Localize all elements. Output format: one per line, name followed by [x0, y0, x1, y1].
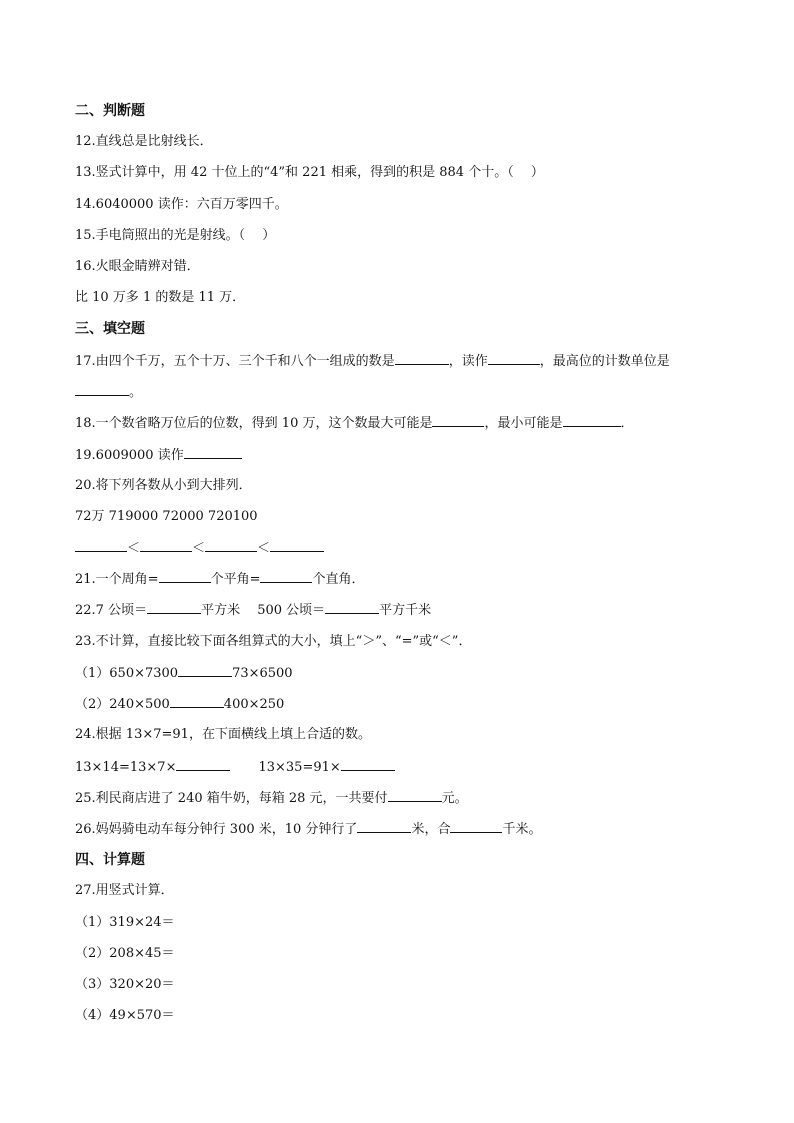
- question-24: 24.根据 13×7=91，在下面横线上填上合适的数。: [75, 727, 371, 742]
- question-13: 13.竖式计算中，用 42 十位上的“4”和 221 相乘，得到的积是 884 个十。（ ）: [75, 165, 544, 180]
- q18-blank-1[interactable]: [432, 414, 484, 427]
- q19-blank-1[interactable]: [184, 446, 242, 459]
- q19-text-a: 19.6009000 读作: [75, 448, 184, 463]
- q23-blank-1[interactable]: [178, 664, 232, 677]
- q25-text-a: 25.利民商店进了 240 箱牛奶，每箱 28 元，一共要付: [75, 791, 388, 806]
- q20-blank-1[interactable]: [75, 539, 127, 552]
- question-23: 23.不计算，直接比较下面各组算式的大小，填上“＞”、“=”或“＜”．: [75, 634, 472, 649]
- question-27-item-3: （3）320×20＝: [75, 977, 175, 992]
- q24-blank-1[interactable]: [176, 758, 230, 771]
- less-than-sign: ＜: [192, 541, 206, 556]
- question-19: [75, 446, 242, 465]
- q22-blank-2[interactable]: [325, 601, 379, 614]
- q22-text-c: 平方千米: [379, 603, 432, 618]
- q18-blank-2[interactable]: [563, 414, 621, 427]
- question-26: [75, 820, 541, 839]
- q20-blank-2[interactable]: [140, 539, 192, 552]
- q22-text-a: 22.7 公顷＝: [75, 603, 148, 618]
- section-heading-judgement: 二、判断题: [75, 103, 145, 119]
- question-15: 15.手电筒照出的光是射线。（ ）: [75, 228, 276, 243]
- q23-blank-2[interactable]: [170, 695, 224, 708]
- q21-text-b: 个平角=: [210, 572, 261, 587]
- q17-text-a: 17.由四个千万，五个十万、三个千和八个一组成的数是: [75, 354, 395, 369]
- q21-blank-2[interactable]: [260, 570, 312, 583]
- question-27-item-2: （2）208×45＝: [75, 946, 175, 961]
- q24-blank-2[interactable]: [341, 758, 395, 771]
- q17-text-c: ，最高位的计数单位是: [539, 354, 670, 369]
- q20-blank-3[interactable]: [205, 539, 257, 552]
- q26-blank-1[interactable]: [357, 820, 411, 833]
- q21-text-c: 个直角．: [312, 572, 365, 587]
- question-20: 20.将下列各数从小到大排列．: [75, 478, 252, 493]
- q26-text-c: 千米。: [502, 822, 542, 837]
- question-18: [75, 414, 634, 433]
- question-17-continued: [75, 383, 142, 402]
- q26-blank-2[interactable]: [450, 820, 502, 833]
- section-heading-fill-blank: 三、填空题: [75, 321, 145, 337]
- question-12: 12.直线总是比射线长．: [75, 134, 213, 149]
- question-16-statement: 比 10 万多 1 的数是 11 万．: [75, 290, 246, 305]
- q23-p2-right: 400×250: [223, 697, 285, 712]
- q17-text-b: ，读作: [448, 354, 488, 369]
- q18-text-a: 18.一个数省略万位后的位数，得到 10 万，这个数最大可能是: [75, 416, 433, 431]
- question-27-item-1: （1）319×24＝: [75, 915, 175, 930]
- question-23-part-1: [75, 664, 293, 683]
- question-16: 16.火眼金睛辨对错．: [75, 259, 200, 274]
- q23-p1-left: （1）650×7300: [75, 666, 179, 681]
- question-20-ordering: [75, 539, 324, 558]
- q25-text-b: 元。: [441, 791, 468, 806]
- q23-p2-left: （2）240×500: [75, 697, 170, 712]
- question-27-item-4: （4）49×570＝: [75, 1008, 175, 1023]
- q26-text-b: 米，合: [411, 822, 451, 837]
- question-23-part-2: [75, 695, 284, 714]
- q25-blank-1[interactable]: [388, 789, 442, 802]
- less-than-sign: ＜: [127, 541, 141, 556]
- section-heading-calculation: 四、计算题: [75, 852, 145, 868]
- question-20-numbers: 72万 719000 72000 720100: [75, 509, 258, 524]
- less-than-sign: ＜: [257, 541, 271, 556]
- q22-text-b: 平方米 500 公顷＝: [201, 603, 326, 618]
- q24-eq2: 13×35=91×: [258, 760, 341, 775]
- q17-blank-1[interactable]: [395, 352, 449, 365]
- q17-blank-3[interactable]: [75, 383, 129, 396]
- q22-blank-1[interactable]: [147, 601, 201, 614]
- question-27: 27.用竖式计算．: [75, 883, 174, 898]
- q24-eq1: 13×14=13×7×: [75, 760, 177, 775]
- question-21: [75, 570, 365, 589]
- q18-text-b: ，最小可能是: [484, 416, 563, 431]
- question-24-equations: [75, 758, 395, 777]
- question-14: 14.6040000 读作：六百万零四千。: [75, 197, 288, 212]
- q20-blank-4[interactable]: [270, 539, 324, 552]
- q18-text-c: ．: [620, 416, 634, 431]
- question-17: [75, 352, 670, 371]
- q17-blank-2[interactable]: [488, 352, 540, 365]
- q21-text-a: 21.一个周角=: [75, 572, 159, 587]
- q17-text-d: 。: [129, 385, 143, 400]
- question-22: [75, 601, 431, 620]
- q23-p1-right: 73×6500: [232, 666, 293, 681]
- q26-text-a: 26.妈妈骑电动车每分钟行 300 米，10 分钟行了: [75, 822, 358, 837]
- question-25: [75, 789, 468, 808]
- q21-blank-1[interactable]: [159, 570, 211, 583]
